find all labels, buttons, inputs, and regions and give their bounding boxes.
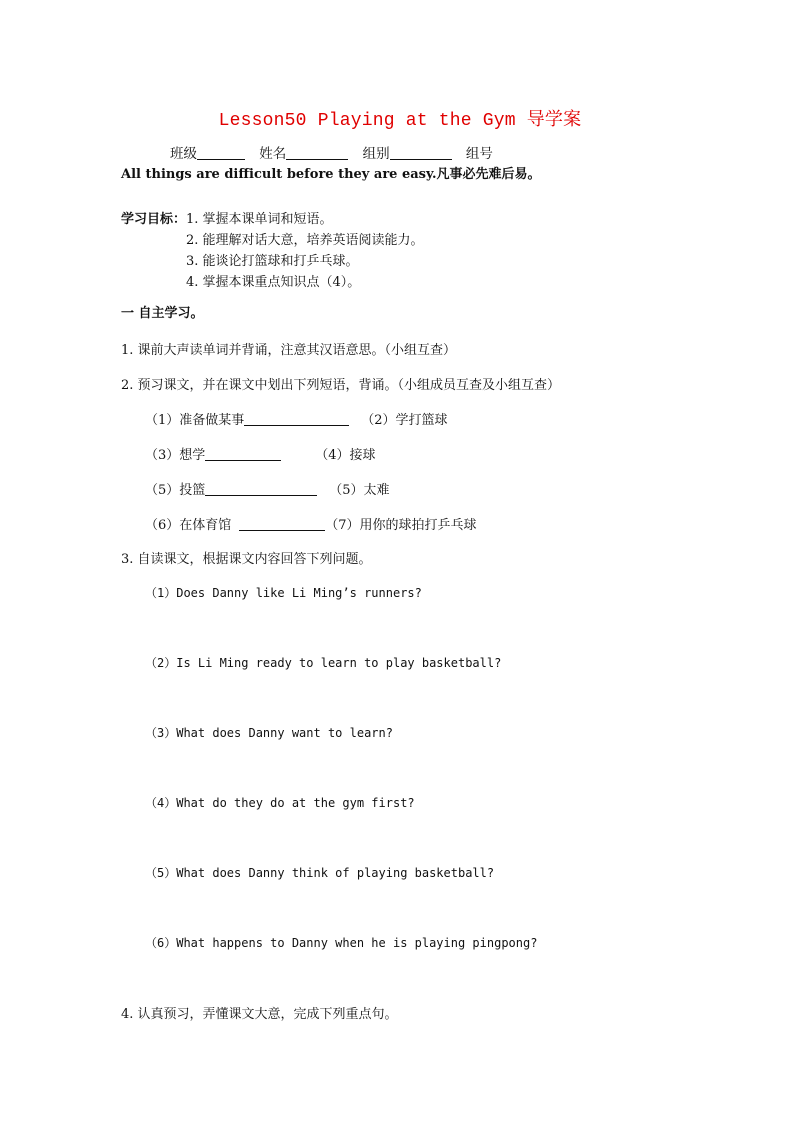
class-label: 班级: [170, 146, 197, 162]
task-3: 3. 自读课文，根据课文内容回答下列问题。: [121, 552, 372, 567]
phrase-right: （2）学打篮球: [361, 413, 448, 428]
task-1: 1. 课前大声读单词并背诵，注意其汉语意思。（小组互查）: [121, 343, 457, 358]
phrase-blank[interactable]: [205, 446, 281, 461]
objective-item: 3. 能谈论打篮球和打乒乓球。: [186, 254, 359, 269]
phrase-blank[interactable]: [205, 481, 317, 496]
phrase-right: （5）太难: [329, 483, 390, 498]
objectives-heading: 学习目标：: [121, 212, 187, 227]
question-item: （5）What does Danny think of playing basketball?: [145, 866, 495, 880]
group-blank[interactable]: [390, 145, 452, 160]
phrase-row: [145, 514, 477, 533]
phrase-row: [145, 479, 390, 498]
phrase-right: （4）接球: [315, 448, 376, 463]
phrase-left: （5）投篮: [145, 483, 206, 498]
phrase-blank[interactable]: [244, 411, 349, 426]
phrase-blank[interactable]: [239, 516, 325, 531]
section-heading: 一 自主学习。: [121, 306, 204, 321]
name-label: 姓名: [259, 146, 287, 162]
group-label: 组别: [362, 146, 390, 162]
name-blank[interactable]: [286, 145, 348, 160]
task-2: 2. 预习课文，并在课文中划出下列短语，背诵。（小组成员互查及小组互查）: [121, 378, 561, 393]
phrase-left: （3）想学: [145, 448, 206, 463]
question-item: （6）What happens to Danny when he is playing pingpong?: [145, 936, 538, 950]
phrase-left: （6）在体育馆: [145, 518, 232, 533]
phrase-row: [145, 444, 376, 463]
motto: All things are difficult before they are easy.凡事必先难后易。: [121, 167, 541, 182]
number-label: 组号: [465, 146, 493, 162]
phrase-right: （7）用你的球拍打乒乓球: [325, 518, 477, 533]
class-blank[interactable]: [197, 145, 245, 160]
phrase-row: [145, 409, 448, 428]
objective-item: 1. 掌握本课单词和短语。: [186, 212, 333, 227]
student-info-line: [170, 142, 493, 162]
question-item: （2）Is Li Ming ready to learn to play basketball?: [145, 656, 502, 670]
page-title: Lesson50 Playing at the Gym 导学案: [218, 111, 582, 131]
objective-item: 4. 掌握本课重点知识点（4）。: [186, 275, 361, 290]
question-item: （3）What does Danny want to learn?: [145, 726, 393, 740]
phrase-left: （1）准备做某事: [145, 413, 245, 428]
task-4: 4. 认真预习，弄懂课文大意，完成下列重点句。: [121, 1007, 398, 1022]
objective-item: 2. 能理解对话大意，培养英语阅读能力。: [186, 233, 424, 248]
question-item: （1）Does Danny like Li Ming’s runners?: [145, 586, 422, 600]
question-item: （4）What do they do at the gym first?: [145, 796, 415, 810]
